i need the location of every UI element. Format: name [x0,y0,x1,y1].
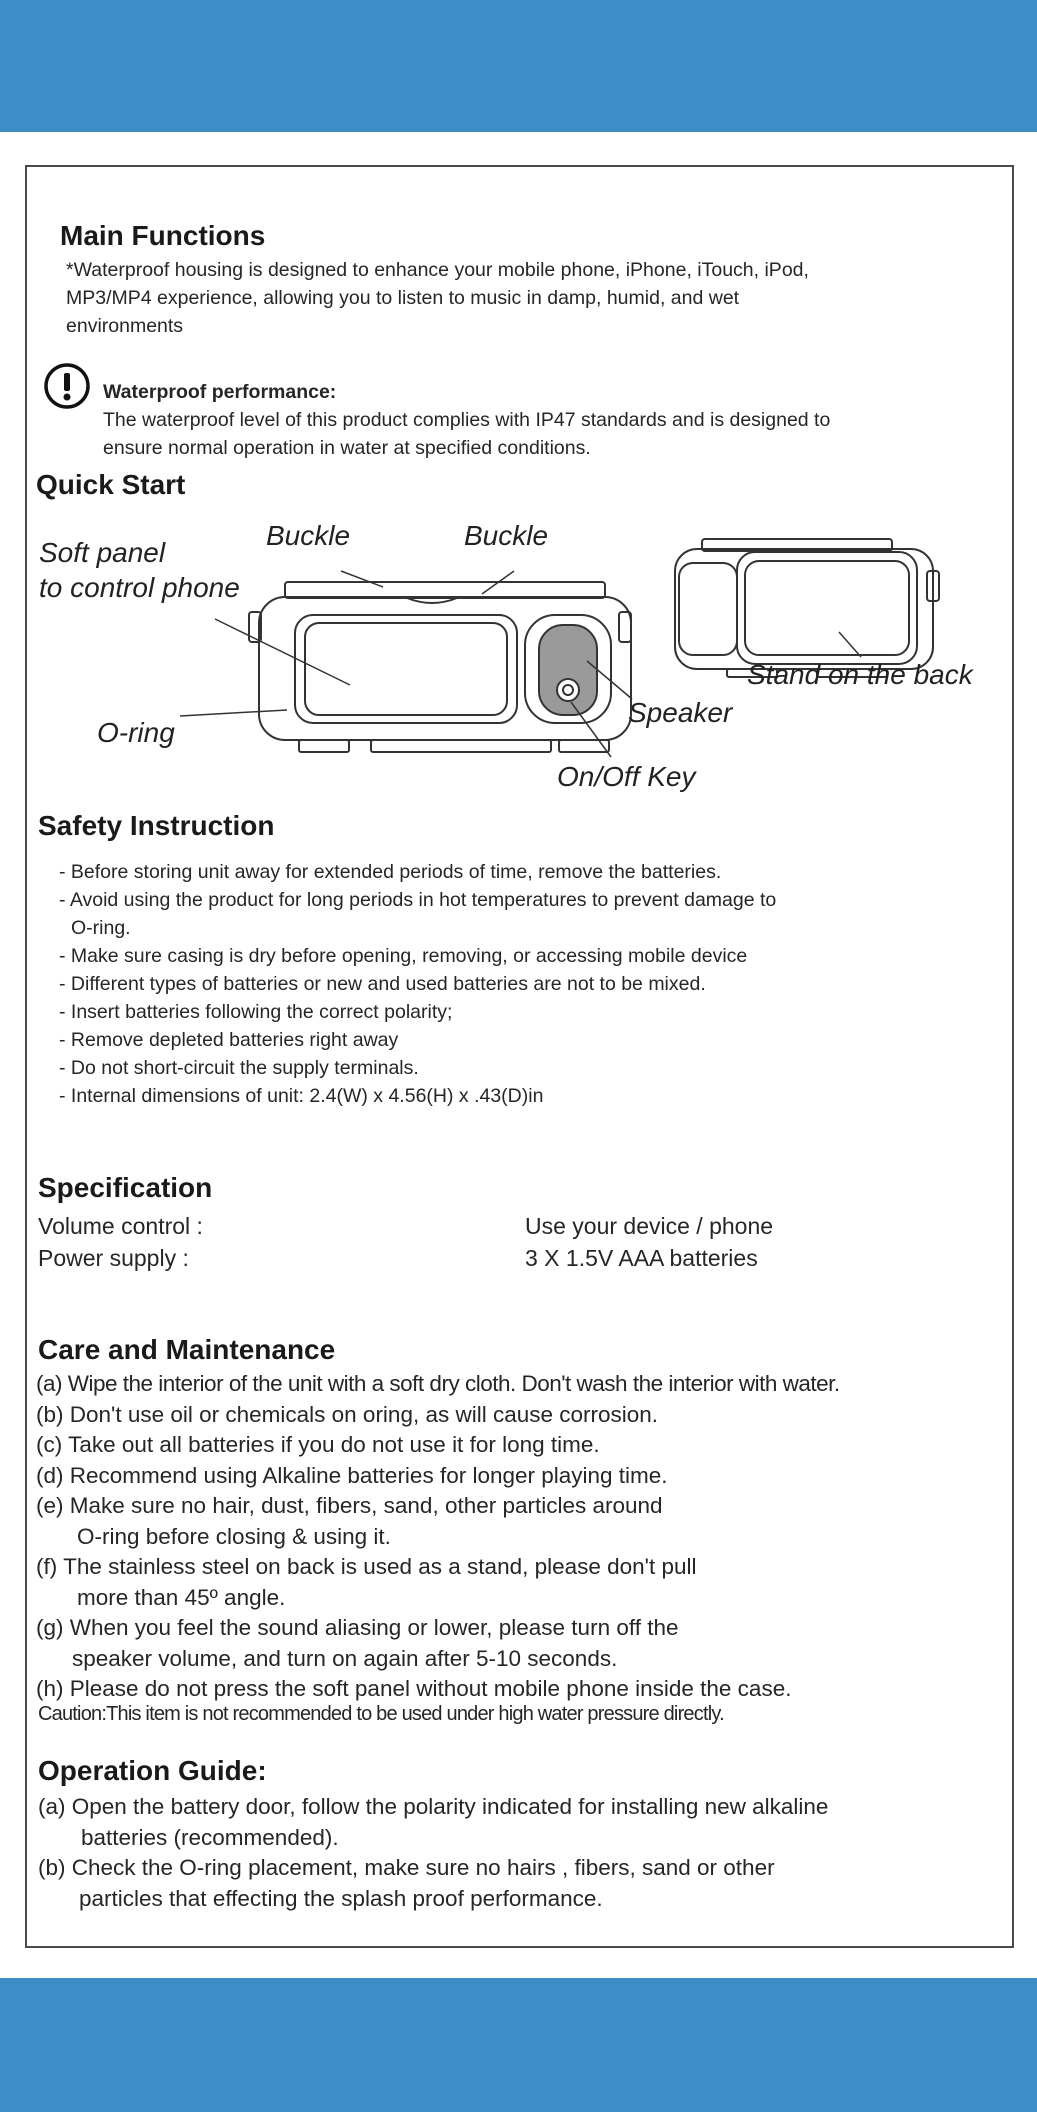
operation-list [38,1792,1013,1914]
spec-value-power: 3 X 1.5V AAA batteries [525,1245,758,1271]
care-item: (c) Take out all batteries if you do not use it for long time. [36,1432,600,1457]
notice-line: ensure normal operation in water at specified conditions. [103,437,591,459]
main-functions-line: MP3/MP4 experience, allowing you to listen to music in damp, humid, and wet [66,287,740,309]
back-battery-door [679,563,737,655]
spec-label-volume: Volume control : [38,1213,203,1239]
safety-list [59,858,1009,1110]
care-item: speaker volume, and turn on again after 5-10 seconds. [72,1645,618,1671]
on-off-key [557,679,579,701]
main-functions-line: environments [66,315,184,337]
top-banner [0,0,1037,132]
o-ring-label: O-ring [97,717,175,748]
buckle-right-label: Buckle [464,520,549,551]
care-item: (d) Recommend using Alkaline batteries for longer playing time. [36,1462,668,1488]
housing-side-tab [619,612,631,642]
main-functions-line: *Waterproof housing is designed to enhance your mobile phone, iPhone, iTouch, iPod, [66,259,809,281]
housing-back-outline [675,549,933,669]
manual-page [25,165,1014,1948]
safety-item: - Insert batteries following the correct polarity; [59,1001,453,1023]
main-functions-heading: Main Functions [60,220,266,251]
notice-body [103,406,1008,462]
caution-note: Caution:This item is not recommended to be used under high water pressure directly. [38,1703,724,1725]
care-item: (a) Wipe the interior of the unit with a soft dry cloth. Don't wash the interior with water. [36,1371,840,1396]
speaker-label: Speaker [628,697,733,728]
care-item: (h) Please do not press the soft panel without mobile phone inside the case. [36,1676,792,1701]
operation-heading: Operation Guide: [38,1755,267,1786]
bottom-banner [0,1978,1037,2112]
back-stand-inner [745,561,909,655]
safety-item: - Make sure casing is dry before opening, removing, or accessing mobile device [59,945,748,967]
buckle-left-leader [341,571,383,587]
care-list [36,1369,1011,1705]
soft-panel-label: to control phone [39,572,240,603]
safety-item: O-ring. [71,917,131,939]
on-off-key-label: On/Off Key [557,761,696,792]
specification-heading: Specification [38,1172,213,1203]
operation-item: batteries (recommended). [81,1824,339,1850]
care-item: (f) The stainless steel on back is used as a stand, please don't pull [36,1554,697,1579]
safety-item: - Do not short-circuit the supply terminals. [59,1057,419,1079]
back-stand-frame [737,552,917,664]
spec-value-volume: Use your device / phone [525,1213,774,1239]
care-item: more than 45º angle. [77,1584,286,1610]
main-functions-body [66,256,1006,340]
spec-label-power: Power supply : [38,1245,189,1271]
safety-item: - Avoid using the product for long periods in hot temperatures to prevent damage to [59,889,777,911]
safety-heading: Safety Instruction [38,810,275,841]
soft-panel-label: Soft panel [39,537,166,568]
exclamation-icon [43,362,91,410]
quick-start-heading: Quick Start [36,469,186,500]
care-heading: Care and Maintenance [38,1334,336,1365]
o-ring-leader [180,710,287,716]
operation-item: particles that effecting the splash proof performance. [79,1885,603,1911]
buckle-left-label: Buckle [266,520,351,551]
housing-foot [371,740,551,752]
safety-item: - Remove depleted batteries right away [59,1029,399,1051]
stand-leader [839,632,861,657]
operation-item: (a) Open the battery door, follow the polarity indicated for installing new alkaline [38,1794,829,1819]
soft-panel-leader [215,619,350,685]
notice-line: The waterproof level of this product complies with IP47 standards and is designed to [103,409,831,431]
care-item: (e) Make sure no hair, dust, fibers, sand, other particles around [36,1493,663,1518]
safety-item: - Internal dimensions of unit: 2.4(W) x 4.56(H) x .43(D)in [59,1085,544,1107]
housing-foot [299,740,349,752]
soft-panel-inner [305,623,507,715]
buckle-bar [285,582,605,598]
notice-title: Waterproof performance: [103,381,337,403]
soft-panel-window [295,615,517,723]
care-item: (g) When you feel the sound aliasing or lower, please turn off the [36,1615,679,1640]
care-item: (b) Don't use oil or chemicals on oring, as will cause corrosion. [36,1401,659,1427]
housing-foot [559,740,609,752]
care-item: O-ring before closing & using it. [77,1523,391,1549]
safety-item: - Before storing unit away for extended periods of time, remove the batteries. [59,861,722,883]
stand-label: Stand on the back [747,659,973,690]
safety-item: - Different types of batteries or new and used batteries are not to be mixed. [59,973,706,995]
operation-item: (b) Check the O-ring placement, make sure no hairs , fibers, sand or other [38,1855,775,1880]
